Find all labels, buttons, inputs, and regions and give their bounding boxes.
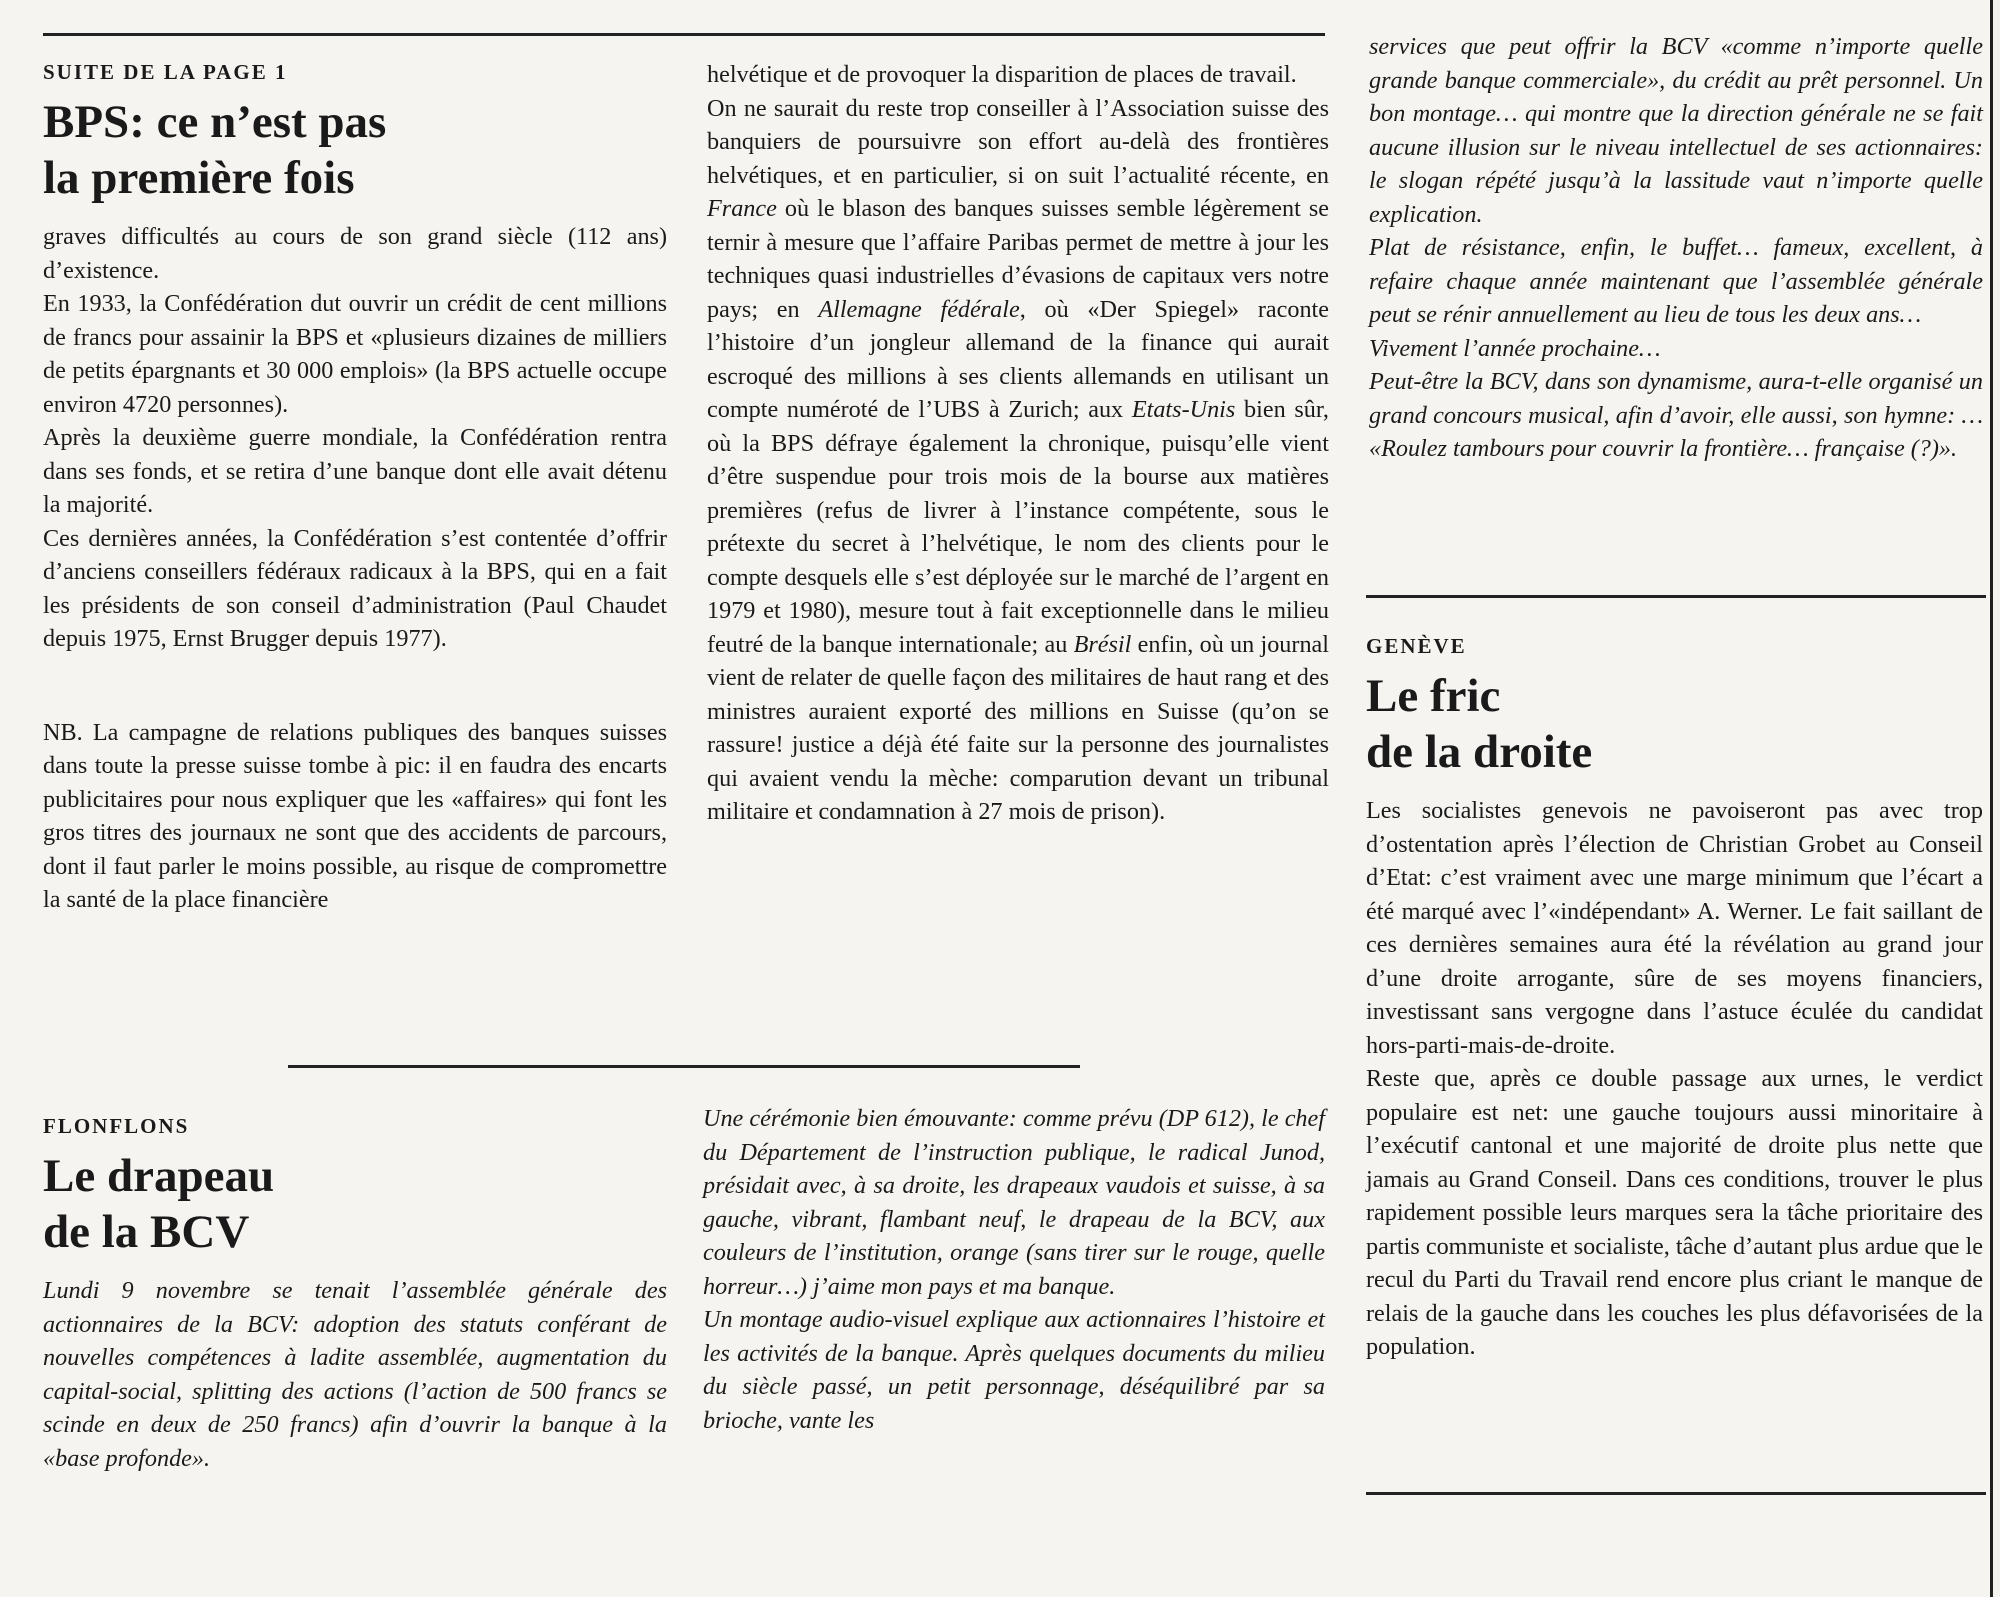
paragraph: Les socialistes genevois ne pavoiseront pas avec trop d’ostentation après l’élection de Christian Grobet au Conseil d’Etat: c’est vraiment avec une marge minimum que l’écart a été marqué avec l’«indépendant» A. Werner. Le fait saillant de ces dernières semaines aura été la révélation au grand jour d’une droite arrogante, sûre de ses moyens financiers, investissant sans vergogne dans l’astuce éculée du candidat hors-parti-mais-de-droite.: [1366, 797, 1983, 1059]
nb-paragraph: NB. La campagne de relations publiques des banques suisses dans toute la presse suisse tombe à pic: il en faudra des encarts publicitaires pour nous expliquer que les «affaires» qui font les gros titres des journaux ne sont que des accidents de parcours, dont il faut parler le moins possible, au risque de compromettre la santé de la place financière: [43, 718, 667, 913]
bps-article-col1: [43, 58, 667, 917]
mid-rule: [288, 1065, 1080, 1068]
geneve-bottom-rule: [1366, 1492, 1986, 1495]
paragraph: Ces dernières années, la Confédération s’est contentée d’offrir d’anciens conseillers fédéraux radicaux à la BPS, qui en a fait les présidents de son conseil d’administration (Paul Chaudet depuis 1975, Ernst Brugger depuis 1977).: [43, 524, 667, 652]
bps-kicker: SUITE DE LA PAGE 1: [43, 60, 288, 84]
paragraph: Lundi 9 novembre se tenait l’assemblée générale des actionnaires de la BCV: adoption des statuts conférant de nouvelles compétences à ladite assemblée, augmentation du capital-social, splitting des actions (l’action de 500 francs se scinde en deux de 250 francs) afin d’ouvrir la banque à la «base profonde».: [43, 1277, 667, 1472]
geneve-top-rule: [1366, 595, 1986, 598]
bps-body-col1: [43, 220, 667, 917]
geneve-kicker: GENÈVE: [1366, 634, 1467, 658]
paragraph: On ne saurait du reste trop conseiller à l’Association suisse des banquiers de poursuivre son effort au-delà des frontières helvétiques, et en particulier, si on suit l’actualité récente, en France où le blason des banques suisses semble légèrement se ternir à mesure que l’affaire Paribas permet de mettre à jour les techniques quasi industrielles d’évasions de capitaux vers notre pays; en Allemagne fédérale, où «Der Spiegel» raconte l’histoire d’un jongleur allemand de la finance qui aurait escroqué des millions à ses clients allemands en utilisant un compte numéroté de l’UBS à Zurich; aux Etats-Unis bien sûr, où la BPS défraye également la chronique, puisqu’elle vient d’être suspendue pour trois mois de la bourse aux matières premières (refus de livrer à l’instance compétente, sous le prétexte du secret à l’helvétique, le nom des clients pour le compte desquels elle s’est déployée sur le marché de l’argent en 1979 et 1980), mesure tout à fait exceptionnelle dans le milieu feutré de la banque internationale; au Brésil enfin, où un journal vient de relater de quelle façon des militaires de haut rang et des ministres auraient exporté des millions en Suisse (qu’on se rassure! justice a déjà été faite sur la personne des journalistes qui avaient vendu la mèche: comparution devant un tribunal militaire et condamnation à 27 mois de prison).: [707, 94, 1330, 825]
paragraph: Reste que, après ce double passage aux urnes, le verdict populaire est net: une gauche toujours aussi minoritaire à l’exécutif cantonal et une majorité de droite plus nette que jamais au Grand Conseil. Dans ces conditions, trouver le plus rapidement possible leurs marques sera la tâche prioritaire des partis communiste et socialiste, tâche d’autant plus ardue que le recul du Parti du Travail rend encore plus criant le manque de relais de la gauche dans les couches les plus défavorisées de la population.: [1366, 1065, 1983, 1360]
bps-headline: BPS: ce n’est pas la première fois: [43, 96, 387, 204]
paragraph: Plat de résistance, enfin, le buffet… fameux, excellent, à refaire chaque année maintenant que l’assemblée générale peut se rénir annuellement au lieu de tous les deux ans…: [1369, 234, 1983, 328]
paragraph: services que peut offrir la BCV «comme n’importe quelle grande banque commerciale», du crédit au prêt personnel. Un bon montage… qui montre que la direction générale ne se fait aucune illusion sur le niveau intellectuel de ses actionnaires: le slogan répété jusqu’à la lassitude vaut n’importe quelle explication.: [1369, 33, 1983, 228]
flonflons-kicker: FLONFLONS: [43, 1114, 190, 1138]
paragraph: Peut-être la BCV, dans son dynamisme, aura-t-elle organisé un grand concours musical, afin d’avoir, elle aussi, son hymne: … «Roulez tambours pour couvrir la frontière… française (?)».: [1369, 368, 1983, 462]
flonflons-continuation-col2: [703, 1102, 1325, 1437]
paragraph: En 1933, la Confédération dut ouvrir un crédit de cent millions de francs pour assainir la BPS et «plusieurs dizaines de milliers de petits épargnants et 30 000 emplois» (la BPS actuelle occupe environ 4720 personnes).: [43, 290, 667, 418]
top-rule: [43, 33, 1325, 36]
paragraph: Un montage audio-visuel explique aux actionnaires l’histoire et les activités de la banque. Après quelques documents du milieu du siècle passé, un petit personnage, déséquilibré par sa brioche, vante les: [703, 1306, 1325, 1434]
bcv-continuation-col3: [1369, 30, 1983, 466]
flonflons-headline: Le drapeau de la BCV: [43, 1150, 275, 1258]
geneve-body: [1366, 794, 1983, 1364]
right-edge-rule: [1990, 0, 1993, 1597]
geneve-headline: Le fric de la droite: [1366, 670, 1593, 778]
bps-article-col2: [707, 58, 1329, 829]
paragraph: Vivement l’année prochaine…: [1369, 334, 1661, 362]
paragraph: helvétique et de provoquer la disparition de places de travail.: [707, 61, 1297, 88]
flonflons-body: [43, 1274, 667, 1475]
geneve-article: [1366, 632, 1983, 1364]
flonflons-article: [43, 1112, 667, 1475]
paragraph: graves difficultés au cours de son grand siècle (112 ans) d’existence.: [43, 223, 667, 284]
paragraph: Après la deuxième guerre mondiale, la Confédération rentra dans ses fonds, et se retira d’une banque dont elle avait détenu la majorité.: [43, 424, 667, 518]
paragraph: Une cérémonie bien émouvante: comme prévu (DP 612), le chef du Département de l’instruction publique, le radical Junod, présidait avec, à sa droite, les drapeaux vaudois et suisse, à sa gauche, vibrant, flambant neuf, le drapeau de la BCV, aux couleurs de l’institution, orange (sans tirer sur le rouge, quelle horreur…) j’aime mon pays et ma banque.: [703, 1105, 1325, 1300]
